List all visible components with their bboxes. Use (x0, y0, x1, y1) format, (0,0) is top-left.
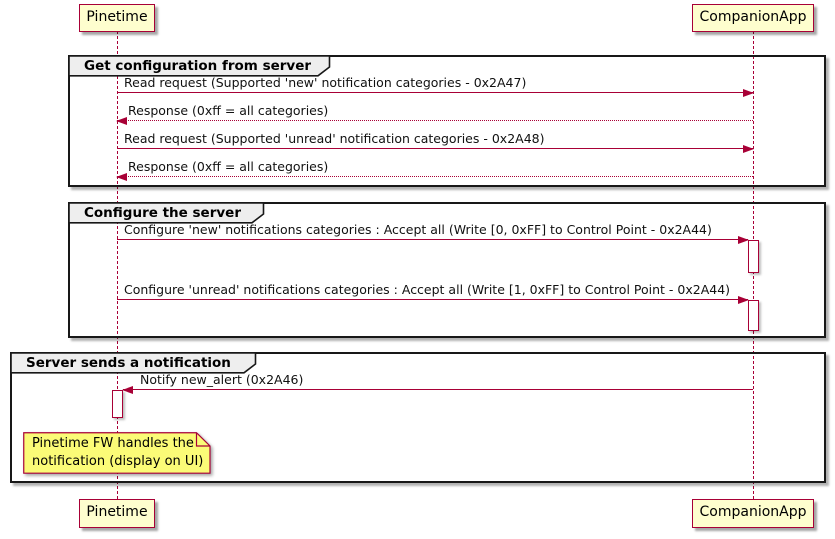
participant-pinetime-top: Pinetime (79, 4, 155, 32)
message-line (117, 176, 753, 177)
message-configure-new (117, 222, 748, 240)
participant-companionapp-bottom: CompanionApp (692, 499, 814, 528)
note-pinetime-fw (23, 432, 211, 474)
message-label: Read request (Supported 'unread' notification categories - 0x2A48) (124, 131, 545, 146)
note-line-1: Pinetime FW handles the (32, 436, 194, 451)
arrowhead-left-icon (116, 173, 127, 181)
message-response-unread (117, 159, 753, 177)
group-title: Get configuration from server (84, 58, 312, 74)
message-read-request-unread (117, 131, 753, 149)
message-line (117, 148, 753, 149)
group-title: Server sends a notification (26, 355, 231, 371)
arrowhead-left-icon (116, 117, 127, 125)
message-response-new (117, 103, 753, 121)
activation-bar-companionapp-1 (748, 240, 759, 273)
message-line (117, 120, 753, 121)
activation-bar-companionapp-2 (748, 300, 759, 331)
message-label: Response (0xff = all categories) (128, 159, 329, 174)
message-read-request-new (117, 75, 753, 93)
note-text (32, 435, 203, 471)
message-line (117, 299, 748, 300)
message-label: Configure 'unread' notifications categories : Accept all (Write [1, 0xFF] to Control Point - 0x2A44) (124, 282, 731, 297)
message-notify-new-alert (123, 372, 753, 390)
message-configure-unread (117, 282, 748, 300)
group-header-get-configuration (68, 55, 331, 77)
participant-pinetime-bottom: Pinetime (79, 499, 155, 528)
message-line (123, 389, 753, 390)
message-label: Response (0xff = all categories) (128, 103, 329, 118)
message-line (117, 239, 748, 240)
message-label: Configure 'new' notifications categories : Accept all (Write [0, 0xFF] to Control Point - 0x2A44) (124, 222, 712, 237)
arrowhead-left-icon (122, 386, 133, 394)
group-title: Configure the server (84, 205, 241, 221)
group-header-configure-server (68, 202, 265, 224)
activation-bar-pinetime (112, 390, 123, 418)
arrowhead-right-icon (743, 89, 754, 97)
participant-companionapp-top: CompanionApp (692, 4, 814, 32)
message-label: Read request (Supported 'new' notification categories - 0x2A47) (124, 75, 527, 90)
message-line (117, 92, 753, 93)
group-header-server-notification (10, 352, 257, 374)
arrowhead-right-icon (743, 145, 754, 153)
note-line-2: notification (display on UI) (32, 454, 204, 469)
message-label: Notify new_alert (0x2A46) (140, 372, 304, 387)
